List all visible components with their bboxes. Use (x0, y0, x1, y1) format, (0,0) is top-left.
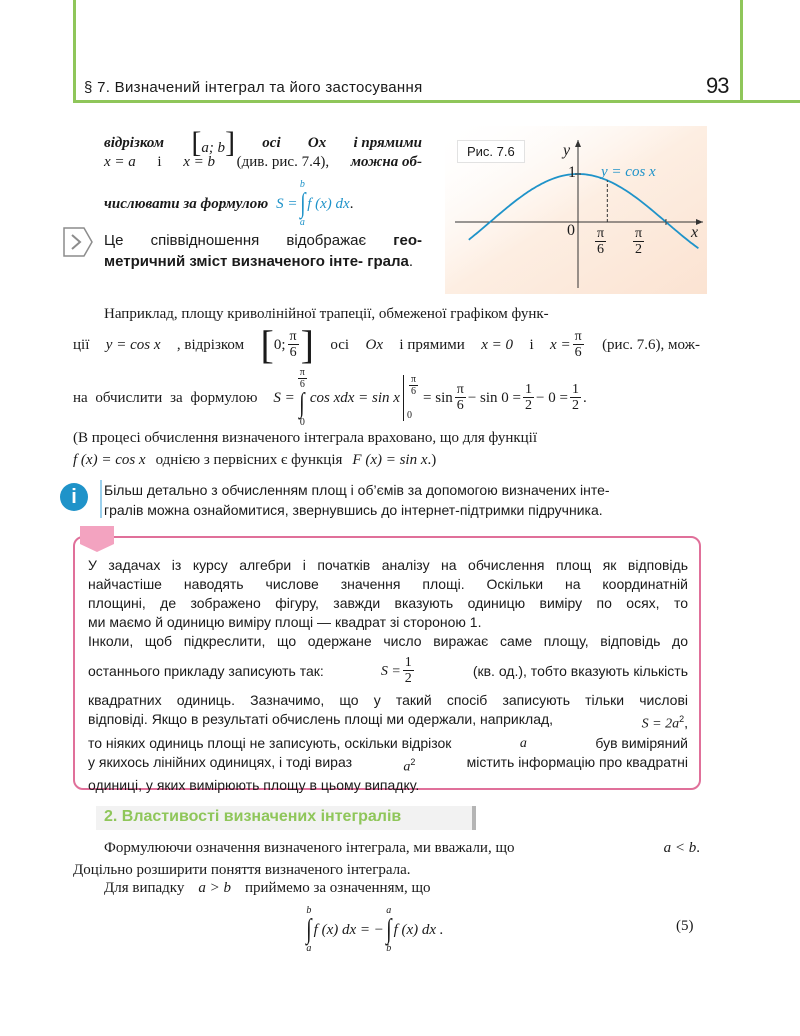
box-l10-a: у якихось лінійних одиницях, і тоді вираз (88, 753, 353, 770)
ex-bar-top-num: π (410, 374, 417, 385)
eq-integral-right (385, 906, 393, 954)
eq-l-top: b (306, 905, 312, 916)
ex-calc-word: на обчислити за формулою (73, 389, 258, 406)
ex-eval-bar (403, 375, 420, 421)
final-l3-c: приймемо за означенням, що (245, 880, 431, 896)
ex-seg-frac (288, 330, 299, 360)
box-l6-e: (кв. од.), тобто вказують кількість (472, 662, 688, 679)
final-l3-a: Для випадку (104, 880, 185, 896)
ex-fig-ref: (рис. 7.6), мож- (602, 336, 700, 353)
y-axis-label: y (563, 142, 571, 159)
ex-half-2-num: 1 (571, 382, 579, 397)
header-frame-right (740, 0, 743, 102)
remark-plain: Це співвідношення відображає (104, 232, 367, 249)
ex-seg-den: 6 (289, 345, 297, 360)
tick-pi-6 (593, 227, 608, 257)
final-l1-a: Формулюючи означення визначеного інтеграла, ми вважали, що (104, 840, 515, 856)
box-line-8 (88, 710, 688, 734)
box-l10-var: a (403, 759, 411, 775)
box-l9-var: a (519, 735, 527, 751)
ex-half-2-den: 2 (571, 398, 579, 413)
intro-and: і (157, 154, 162, 170)
intro-dot: . (349, 195, 354, 212)
note-line-1: (В процесі обчислення визначеного інтеграла враховано, що для функції (73, 430, 537, 446)
ex-seg-start: 0; (273, 336, 286, 353)
note-line-2 (73, 452, 436, 469)
box-area-den: 2 (404, 671, 412, 686)
final-l1-ineq (664, 840, 700, 857)
note-f: f (x) = cos x (73, 452, 146, 468)
box-line-11: одиниці, у яких вимірюють площу в цьому випадку. (88, 777, 420, 794)
eq-integral-left (305, 906, 313, 954)
note-text: однією з первісних є функція (155, 452, 343, 468)
ex-minus-sin0: − sin 0 = (467, 389, 522, 406)
ex-sin: = sin (423, 389, 453, 406)
box-l8-s: S = 2a (641, 716, 680, 732)
box-l6-a: останнього прикладу записують так: (88, 662, 324, 679)
curve-label: y = cos x (601, 164, 656, 180)
box-l8-a: відповіді. Якщо в результаті обчислень площі ми одержали, наприклад, (88, 711, 554, 727)
ex-calc-s: S = (273, 389, 295, 406)
ex-sin-frac (455, 383, 466, 413)
ex-x-pi6 (550, 330, 586, 360)
box-area-num: 1 (404, 655, 412, 670)
note-box-text (88, 556, 688, 795)
ex-ox: Ox (365, 336, 383, 353)
tick-pi-2-num: π (635, 226, 643, 241)
ex-seg-num: π (289, 329, 297, 344)
ex-calc (273, 368, 586, 428)
box-line-2: найчастіше наводять числове значення площі. Оскільки на координатній (88, 576, 688, 592)
note-end: .) (427, 452, 437, 468)
definition-equation (304, 902, 444, 958)
ex-end-dot: . (582, 389, 587, 406)
note-F: F (x) = sin x (352, 452, 428, 468)
figure-7-6 (445, 126, 707, 294)
remark-bold-1: гео- (393, 232, 422, 249)
tick-pi-2-frac (633, 227, 644, 257)
intro-ox: Ox (307, 134, 327, 151)
remark-text (104, 230, 422, 272)
box-line-4: ми маємо й одиницю виміру площі — квадрат зі стороною 1. (88, 614, 482, 630)
final-line-2: Доцільно розширити поняття визначеного інтеграла. (73, 862, 411, 878)
ex-integrand: cos xdx = sin x (309, 389, 400, 406)
ex-bar-top (409, 375, 418, 397)
eq-l-sign: ∫ (306, 914, 312, 945)
eq-r-sign: ∫ (386, 914, 392, 945)
ex-integral (296, 368, 309, 428)
remark-end: . (408, 253, 414, 270)
ex-word-ci: ції (73, 336, 90, 353)
ex-osi: осі (330, 336, 350, 353)
ex-int-top-num: π (299, 367, 305, 378)
intro-osi: осі (262, 134, 281, 151)
ex-int-top-den: 6 (299, 379, 305, 390)
ex-int-top (298, 368, 307, 390)
eq-l-bot: a (306, 943, 312, 954)
ex-x0: x = 0 (481, 336, 514, 353)
eq-left: f (x) dx = − (313, 921, 384, 938)
box-l9-a: то ніяких одиниць площі не записують, оскільки відрізок (88, 734, 452, 751)
ex-and: і (529, 336, 534, 353)
origin-label: 0 (567, 222, 575, 239)
example-line-3 (73, 368, 700, 428)
area-integral (299, 180, 307, 228)
ex-bar-bot: 0 (406, 410, 412, 421)
lim-top: b (299, 179, 305, 190)
y-tick-one: 1 (568, 164, 576, 181)
final-line-3 (104, 880, 431, 897)
ex-segment-word: , відрізком (176, 336, 245, 353)
ex-int-bot: 0 (299, 417, 305, 428)
remark-bold-2: метричний зміст визначеного інте- (104, 253, 364, 270)
example-line-2 (73, 322, 700, 368)
ex-sin-den: 6 (456, 398, 464, 413)
eq-r-bot: b (386, 943, 392, 954)
box-line-3: площині, де зображено фігуру, завжди вказують одиницю виміру по осях, то (88, 595, 688, 611)
ex-sin-num: π (456, 382, 464, 397)
final-line-1 (104, 840, 700, 857)
tick-pi-6-den: 6 (597, 242, 605, 257)
header-frame-left (73, 0, 76, 102)
figure-label: Рис. 7.6 (457, 140, 525, 163)
ex-x-num: π (574, 329, 582, 344)
ex-half-2 (570, 383, 581, 413)
eq-x-b: x = b (183, 154, 216, 170)
box-l10-d: містить інформацію про квадратні (466, 753, 688, 770)
section-heading: 2. Властивості визначених інтегралів (104, 808, 402, 825)
example-line-1: Наприклад, площу криволінійної трапеції, обмеженої графіком функ- (104, 306, 549, 322)
ex-integral-sign: ∫ (299, 388, 306, 419)
ex-segment: [ 0; $\frac{\pi}{6}$ ] (260, 322, 314, 367)
remark-arrow-icon (62, 226, 94, 263)
ex-bar-top-den: 6 (411, 386, 416, 397)
x-axis-label: x (691, 224, 699, 241)
box-l8-comma: , (684, 714, 688, 731)
info-icon: i (60, 483, 88, 511)
tick-pi-6-num: π (597, 226, 605, 241)
area-integrand: f (x) dx (307, 195, 350, 212)
intro-lines: і прямими (353, 134, 422, 151)
box-l10-sup: 2 (410, 756, 416, 767)
tick-pi-2 (631, 227, 646, 257)
box-line-6 (88, 651, 688, 691)
box-line-7: квадратних одиниць. Зазначимо, що у такий спосіб записують тільки числові (88, 692, 688, 708)
ex-x-eq: x = (550, 336, 571, 353)
integral-sign: ∫ (299, 188, 306, 219)
ex-half-1-num: 1 (525, 382, 533, 397)
area-formula (276, 180, 350, 228)
eq-right: f (x) dx . (393, 921, 444, 938)
equation-number: (5) (676, 918, 694, 934)
ex-func: y = cos x (105, 336, 161, 353)
page-number: 93 (706, 73, 729, 98)
area-formula-s: S = (276, 195, 298, 212)
ex-x-den: 6 (574, 345, 582, 360)
info-text (104, 480, 700, 520)
lim-bot: a (299, 217, 305, 228)
tick-pi-2-den: 2 (635, 242, 643, 257)
box-line-1: У задачах із курсу алгебри і початків аналізу на обчислення площ як відповідь (88, 557, 688, 573)
box-area-frac (403, 656, 414, 686)
info-line-2: гралів можна ознайомитися, звернувшись до інтернет-підтримки підручника. (104, 502, 603, 518)
final-l1-b: a < b (663, 840, 697, 856)
section-title: § 7. Визначений інтеграл та його застосування (84, 79, 423, 96)
box-l9-c: був виміряний (595, 734, 688, 751)
header-frame-bottom (73, 100, 800, 103)
box-l10-expr (403, 753, 415, 777)
eq-r-top: a (386, 905, 392, 916)
section-heading-edge (472, 806, 476, 830)
note-box-tab-icon (80, 526, 114, 557)
box-l8-sup: 2 (679, 714, 685, 724)
intro-line-2 (104, 154, 422, 171)
intro-word: відрізком (104, 134, 165, 151)
segment-ab-text: a; b (201, 140, 226, 156)
intro-ref: (див. рис. 7.4), (236, 154, 330, 170)
final-l1-c: . (696, 840, 700, 856)
info-line-1: Більш детально з обчисленням площ і об’ємів за допомогою визначених інте- (104, 482, 610, 498)
eq-x-a: x = a (104, 154, 136, 170)
segment-ab: [a; b] (191, 126, 236, 159)
box-area (381, 656, 416, 686)
ex-half-1-den: 2 (525, 398, 533, 413)
ex-half-1 (523, 383, 534, 413)
box-line-10 (88, 753, 688, 777)
box-line-5: Інколи, щоб підкреслити, що одержане число виражає саме площу, відповідь до (88, 633, 688, 649)
ex-minus-0: − 0 = (536, 389, 568, 406)
intro-line-3 (104, 180, 353, 228)
remark-bold-3: грала (367, 253, 409, 270)
intro-can: можна об- (350, 154, 422, 170)
ex-lines: і прямими (399, 336, 465, 353)
ex-x-frac (573, 330, 584, 360)
box-area-s: S = (380, 663, 401, 679)
box-line-9 (88, 734, 688, 753)
tick-pi-6-frac (595, 227, 606, 257)
intro-formula-text: числювати за формулою (104, 195, 269, 212)
info-divider (100, 480, 102, 518)
final-l3-b: a > b (198, 880, 231, 896)
box-l8-eq (642, 710, 688, 734)
